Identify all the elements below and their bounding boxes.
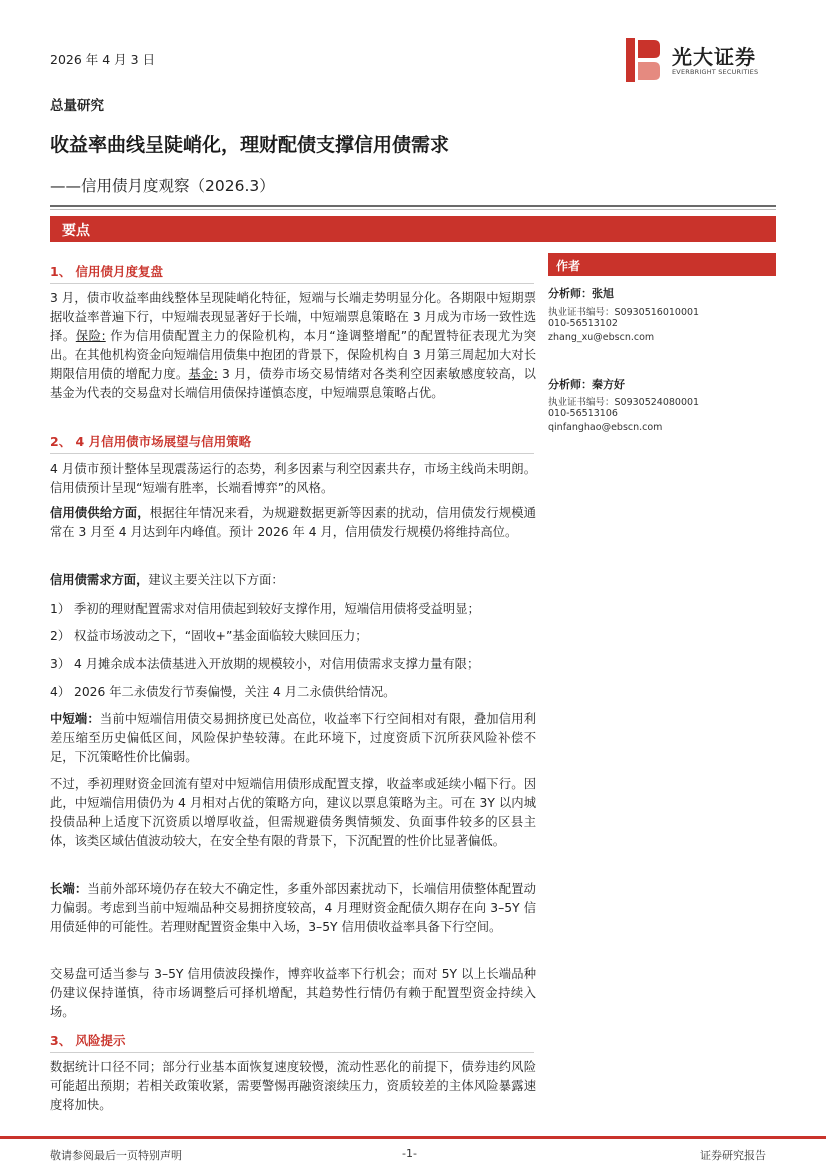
long-end-paragraph-2: 交易盘可适当参与 3–5Y 信用债波段操作，博弈收益率下行机会；而对 5Y 以上长端品种仍建议保持谨慎，待市场调整后可择机增配，其趋势性行情仍有赖于配置型资金持续入场。 — [50, 967, 536, 1019]
section-heading-review: 1、 信用债月度复盘 — [50, 264, 164, 279]
report-date: 2026 年 4 月 3 日 — [50, 52, 156, 67]
analyst-phone: 010-56513102 — [548, 318, 618, 329]
long-end-paragraph: 长端：当前外部环境仍存在较大不确定性，多重外部因素扰动下，长端信用债整体配置动力偏弱。考虑到当前中短端品种交易拥挤度较高，4 月理财资金配债久期存在向 3–5Y 信用债延伸的可能性。若理财配置资金集中入场，3–5Y 信用债收益率具备下行空间。 — [50, 882, 536, 934]
demand-paragraph: 信用债需求方面，建议主要关注以下方面： — [50, 573, 284, 587]
short-end-paragraph-2: 不过，季初理财资金回流有望对中短端信用债形成配置支撑，收益率或延续小幅下行。因此，中短端信用债仍为 4 月相对占优的策略方向，建议以票息策略为主。可在 3Y 以内城投债品种上适度下沉资质以增厚收益，但需规避债务舆情频发、负面事件较多的区县主体，该类区域估值波动较大，在安全垫有限的背景下，下沉配置的性价比显著偏低。 — [50, 777, 536, 848]
footer-divider — [0, 1136, 826, 1139]
report-type: 总量研究 — [50, 98, 104, 114]
page-title: 收益率曲线呈陡峭化，理财配债支撑信用债需求 — [50, 134, 450, 156]
section-heading-outlook: 2、 4 月信用债市场展望与信用策略 — [50, 434, 252, 449]
section-heading-risk: 3、 风险提示 — [50, 1033, 126, 1048]
analyst-name: 分析师：秦方好 — [548, 378, 625, 391]
short-end-paragraph: 中短端：当前中短端信用债交易拥挤度已处高位，收益率下行空间相对有限，叠加信用利差压缩至历史偏低区间，风险保护垫较薄。在此环境下，过度资质下沉所获风险补偿不足，下沉策略性价比偏弱。 — [50, 712, 536, 764]
footer-report-label: 证券研究报告 — [700, 1149, 766, 1162]
analyst-email[interactable]: zhang_xu@ebscn.com — [548, 332, 655, 343]
logo-english-name: EVERBRIGHT SECURITIES — [672, 68, 759, 76]
title-divider-thin — [50, 209, 776, 210]
risk-paragraph: 数据统计口径不同；部分行业基本面恢复速度较慢，流动性恶化的前提下，债券违约风险可能超出预期；若相关政策收紧，需要警惕再融资滚续压力，资质较差的主体风险暴露速度将加快。 — [50, 1060, 536, 1112]
supply-paragraph: 信用债供给方面，根据往年情况来看，为规避数据更新等因素的扰动，信用债发行规模通常在 3 月至 4 月达到年内峰值。预计 2026 年 4 月，信用债发行规模仍将维持高位。 — [50, 506, 536, 539]
analyst-cert: 执业证书编号：S0930524080001 — [548, 397, 700, 408]
demand-list-item: 1） 季初的理财配置需求对信用债起到较好支撑作用，短端信用债将受益明显； — [50, 602, 480, 616]
analyst-phone: 010-56513106 — [548, 408, 618, 419]
section-review-paragraph: 3 月，债市收益率曲线整体呈现陡峭化特征，短端与长端走势明显分化。各期限中短期票据收益率普遍下行，中短端表现显著好于长端，中短端票息策略在 3 月成为市场一致性选择。保险: 作为信用债配置主力的保险机构，本月“逢调整增配”的配置特征表现尤为突出。在其他机构资金向短端信用债集中抱团的背景下，保险机构自 3 月第三周起加大对长期限信用债的增配力度。基金: 3 月，债券市场交易情绪对各类利空因素敏感度较高，以基金为代表的交易盘对长端信用债保持谨慎态度，中短端票息策略占优。 — [50, 291, 536, 400]
author-banner — [548, 253, 776, 276]
logo-name: 光大证券 — [672, 45, 756, 69]
keypoints-label: 要点 — [62, 223, 90, 239]
page-number: -1- — [402, 1147, 417, 1160]
page-subtitle: ——信用债月度观察（2026.3） — [50, 177, 275, 195]
analyst-email[interactable]: qinfanghao@ebscn.com — [548, 422, 663, 433]
title-divider — [50, 205, 776, 207]
author-label: 作者 — [556, 259, 581, 273]
footer-disclaimer-note: 敬请参阅最后一页特别声明 — [50, 1149, 182, 1162]
outlook-intro-paragraph: 4 月债市预计整体呈现震荡运行的态势，利多因素与利空因素共存，市场主线尚未明朗。信用债预计呈现“短端有胜率，长端看博弈”的风格。 — [50, 462, 536, 495]
keypoints-banner — [50, 216, 776, 242]
analyst-name: 分析师：张旭 — [548, 287, 614, 300]
demand-list-item: 4） 2026 年二永债发行节奏偏慢，关注 4 月二永债供给情况。 — [50, 685, 396, 699]
demand-list-item: 2） 权益市场波动之下，“固收+”基金面临较大赎回压力； — [50, 629, 368, 643]
analyst-cert: 执业证书编号：S0930516010001 — [548, 307, 700, 318]
demand-list-item: 3） 4 月摊余成本法债基进入开放期的规模较小，对信用债需求支撑力量有限； — [50, 657, 480, 671]
